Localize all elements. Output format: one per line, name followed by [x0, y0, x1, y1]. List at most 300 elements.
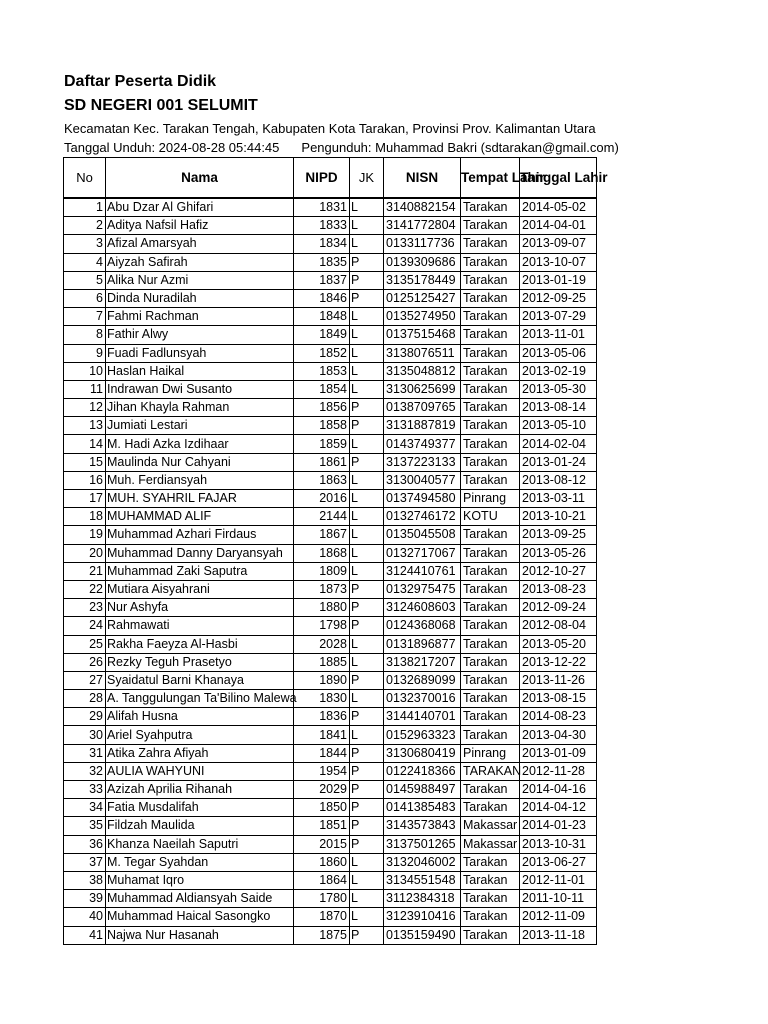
cell-nisn[interactable]: 0135045508 [384, 526, 461, 544]
cell-name[interactable]: Rakha Faeyza Al-Hasbi [106, 635, 294, 653]
cell-birthplace[interactable]: Tarakan [461, 853, 520, 871]
cell-nipd[interactable]: 1798 [294, 617, 350, 635]
cell-nisn[interactable]: 0145988497 [384, 781, 461, 799]
cell-no[interactable]: 26 [64, 653, 106, 671]
cell-no[interactable]: 19 [64, 526, 106, 544]
cell-nipd[interactable]: 1860 [294, 853, 350, 871]
cell-nipd[interactable]: 2028 [294, 635, 350, 653]
cell-nisn[interactable]: 0133117736 [384, 235, 461, 253]
cell-name[interactable]: Dinda Nuradilah [106, 289, 294, 307]
cell-birthplace[interactable]: Tarakan [461, 580, 520, 598]
cell-birthdate[interactable]: 2011-10-11 [520, 890, 597, 908]
cell-nipd[interactable]: 1848 [294, 308, 350, 326]
table-row [64, 562, 597, 580]
cell-birthdate[interactable]: 2014-04-16 [520, 781, 597, 799]
cell-nipd[interactable]: 1867 [294, 526, 350, 544]
cell-nisn[interactable]: 3130040577 [384, 471, 461, 489]
cell-jk[interactable]: P [350, 580, 384, 598]
cell-nipd[interactable]: 1858 [294, 417, 350, 435]
cell-birthplace[interactable]: Tarakan [461, 671, 520, 689]
cell-nipd[interactable]: 1851 [294, 817, 350, 835]
cell-nisn[interactable]: 3138217207 [384, 653, 461, 671]
cell-name[interactable]: Khanza Naeilah Saputri [106, 835, 294, 853]
cell-birthdate[interactable]: 2012-08-04 [520, 617, 597, 635]
cell-no[interactable]: 25 [64, 635, 106, 653]
cell-nipd[interactable]: 1830 [294, 690, 350, 708]
cell-name[interactable]: MUHAMMAD ALIF [106, 508, 294, 526]
cell-no[interactable]: 16 [64, 471, 106, 489]
cell-no[interactable]: 40 [64, 908, 106, 926]
cell-jk[interactable]: P [350, 926, 384, 944]
cell-no[interactable]: 28 [64, 690, 106, 708]
cell-birthplace[interactable]: Tarakan [461, 308, 520, 326]
cell-birthplace[interactable]: Tarakan [461, 708, 520, 726]
cell-name[interactable]: Najwa Nur Hasanah [106, 926, 294, 944]
cell-birthdate[interactable]: 2013-02-19 [520, 362, 597, 380]
cell-no[interactable]: 30 [64, 726, 106, 744]
cell-birthdate[interactable]: 2013-09-25 [520, 526, 597, 544]
cell-birthdate[interactable]: 2013-08-12 [520, 471, 597, 489]
cell-name[interactable]: AULIA WAHYUNI [106, 762, 294, 780]
cell-nipd[interactable]: 1854 [294, 380, 350, 398]
cell-birthplace[interactable]: Pinrang [461, 490, 520, 508]
cell-nisn[interactable]: 3135178449 [384, 271, 461, 289]
cell-birthdate[interactable]: 2013-01-19 [520, 271, 597, 289]
cell-birthdate[interactable]: 2014-02-04 [520, 435, 597, 453]
cell-name[interactable]: Aiyzah Safirah [106, 253, 294, 271]
header-birthplace[interactable]: Tempat Lahir [461, 158, 520, 198]
cell-jk[interactable]: L [350, 690, 384, 708]
cell-birthplace[interactable]: Tarakan [461, 526, 520, 544]
header-no[interactable]: No [64, 158, 106, 198]
cell-no[interactable]: 37 [64, 853, 106, 871]
cell-jk[interactable]: P [350, 781, 384, 799]
cell-birthplace[interactable]: Tarakan [461, 271, 520, 289]
cell-jk[interactable]: L [350, 526, 384, 544]
cell-birthdate[interactable]: 2014-05-02 [520, 199, 597, 217]
cell-nipd[interactable]: 1868 [294, 544, 350, 562]
cell-nisn[interactable]: 3130680419 [384, 744, 461, 762]
cell-nisn[interactable]: 3134551548 [384, 871, 461, 889]
cell-nisn[interactable]: 0152963323 [384, 726, 461, 744]
cell-jk[interactable]: L [350, 544, 384, 562]
cell-nisn[interactable]: 3137223133 [384, 453, 461, 471]
cell-nisn[interactable]: 0141385483 [384, 799, 461, 817]
cell-birthplace[interactable]: Tarakan [461, 344, 520, 362]
cell-birthplace[interactable]: Tarakan [461, 726, 520, 744]
cell-no[interactable]: 1 [64, 199, 106, 217]
cell-birthdate[interactable]: 2013-01-24 [520, 453, 597, 471]
cell-birthdate[interactable]: 2013-10-31 [520, 835, 597, 853]
cell-nipd[interactable]: 1853 [294, 362, 350, 380]
cell-nisn[interactable]: 0132746172 [384, 508, 461, 526]
cell-birthplace[interactable]: Tarakan [461, 599, 520, 617]
cell-name[interactable]: Afizal Amarsyah [106, 235, 294, 253]
cell-name[interactable]: Muhammad Azhari Firdaus [106, 526, 294, 544]
cell-nipd[interactable]: 1809 [294, 562, 350, 580]
cell-jk[interactable]: P [350, 817, 384, 835]
cell-nipd[interactable]: 1890 [294, 671, 350, 689]
cell-birthdate[interactable]: 2012-10-27 [520, 562, 597, 580]
header-nisn[interactable]: NISN [384, 158, 461, 198]
cell-jk[interactable]: L [350, 490, 384, 508]
cell-nisn[interactable]: 3131887819 [384, 417, 461, 435]
table-row [64, 508, 597, 526]
cell-nisn[interactable]: 0135159490 [384, 926, 461, 944]
cell-nisn[interactable]: 3140882154 [384, 199, 461, 217]
cell-name[interactable]: Abu Dzar Al Ghifari [106, 199, 294, 217]
cell-no[interactable]: 34 [64, 799, 106, 817]
cell-birthplace[interactable]: Makassar [461, 835, 520, 853]
cell-birthdate[interactable]: 2014-04-12 [520, 799, 597, 817]
cell-jk[interactable]: P [350, 744, 384, 762]
cell-nisn[interactable]: 0132717067 [384, 544, 461, 562]
cell-nisn[interactable]: 0137515468 [384, 326, 461, 344]
cell-jk[interactable]: L [350, 308, 384, 326]
cell-birthdate[interactable]: 2012-11-28 [520, 762, 597, 780]
cell-nisn[interactable]: 3124410761 [384, 562, 461, 580]
cell-jk[interactable]: L [350, 362, 384, 380]
download-date: Tanggal Unduh: 2024-08-28 05:44:45 [64, 140, 280, 155]
cell-jk[interactable]: L [350, 326, 384, 344]
cell-jk[interactable]: L [350, 890, 384, 908]
cell-birthplace[interactable]: Tarakan [461, 326, 520, 344]
cell-birthdate[interactable]: 2013-10-21 [520, 508, 597, 526]
table-row [64, 417, 597, 435]
cell-birthdate[interactable]: 2013-08-14 [520, 399, 597, 417]
cell-name[interactable]: Indrawan Dwi Susanto [106, 380, 294, 398]
cell-no[interactable]: 5 [64, 271, 106, 289]
cell-name[interactable]: Haslan Haikal [106, 362, 294, 380]
cell-jk[interactable]: P [350, 399, 384, 417]
cell-birthplace[interactable]: Tarakan [461, 253, 520, 271]
header-jk[interactable]: JK [350, 158, 384, 198]
cell-no[interactable]: 39 [64, 890, 106, 908]
cell-nisn[interactable]: 0138709765 [384, 399, 461, 417]
cell-jk[interactable]: P [350, 289, 384, 307]
cell-nipd[interactable]: 1880 [294, 599, 350, 617]
table-row [64, 326, 597, 344]
cell-jk[interactable]: L [350, 726, 384, 744]
cell-nipd[interactable]: 1852 [294, 344, 350, 362]
cell-no[interactable]: 7 [64, 308, 106, 326]
cell-name[interactable]: Maulinda Nur Cahyani [106, 453, 294, 471]
cell-birthdate[interactable]: 2013-10-07 [520, 253, 597, 271]
cell-nisn[interactable]: 0135274950 [384, 308, 461, 326]
cell-nipd[interactable]: 1850 [294, 799, 350, 817]
cell-birthplace[interactable]: Tarakan [461, 217, 520, 235]
cell-birthplace[interactable]: Tarakan [461, 635, 520, 653]
cell-birthplace[interactable]: Tarakan [461, 871, 520, 889]
cell-no[interactable]: 4 [64, 253, 106, 271]
cell-nisn[interactable]: 3143573843 [384, 817, 461, 835]
cell-name[interactable]: Fatia Musdalifah [106, 799, 294, 817]
cell-name[interactable]: Rezky Teguh Prasetyo [106, 653, 294, 671]
cell-jk[interactable]: L [350, 871, 384, 889]
cell-jk[interactable]: L [350, 217, 384, 235]
header-nipd[interactable]: NIPD [294, 158, 350, 198]
cell-nipd[interactable]: 2016 [294, 490, 350, 508]
cell-nipd[interactable]: 1859 [294, 435, 350, 453]
cell-no[interactable]: 32 [64, 762, 106, 780]
cell-nisn[interactable]: 3124608603 [384, 599, 461, 617]
cell-nisn[interactable]: 3144140701 [384, 708, 461, 726]
cell-name[interactable]: M. Tegar Syahdan [106, 853, 294, 871]
cell-birthplace[interactable]: Pinrang [461, 744, 520, 762]
cell-name[interactable]: Muhamat Iqro [106, 871, 294, 889]
cell-birthdate[interactable]: 2014-08-23 [520, 708, 597, 726]
header-name[interactable]: Nama [106, 158, 294, 198]
cell-nisn[interactable]: 0139309686 [384, 253, 461, 271]
cell-birthdate[interactable]: 2013-11-18 [520, 926, 597, 944]
cell-birthplace[interactable]: Tarakan [461, 362, 520, 380]
cell-no[interactable]: 15 [64, 453, 106, 471]
cell-jk[interactable]: P [350, 453, 384, 471]
cell-birthplace[interactable]: Tarakan [461, 890, 520, 908]
cell-birthdate[interactable]: 2013-11-01 [520, 326, 597, 344]
cell-no[interactable]: 12 [64, 399, 106, 417]
cell-jk[interactable]: P [350, 417, 384, 435]
cell-birthdate[interactable]: 2013-07-29 [520, 308, 597, 326]
cell-no[interactable]: 17 [64, 490, 106, 508]
cell-name[interactable]: Muh. Ferdiansyah [106, 471, 294, 489]
cell-nisn[interactable]: 3137501265 [384, 835, 461, 853]
cell-birthplace[interactable]: Tarakan [461, 653, 520, 671]
cell-birthdate[interactable]: 2013-06-27 [520, 853, 597, 871]
cell-birthdate[interactable]: 2012-09-25 [520, 289, 597, 307]
cell-nipd[interactable]: 1834 [294, 235, 350, 253]
cell-nipd[interactable]: 1875 [294, 926, 350, 944]
cell-name[interactable]: Muhammad Aldiansyah Saide [106, 890, 294, 908]
cell-name[interactable]: Fildzah Maulida [106, 817, 294, 835]
cell-nisn[interactable]: 3138076511 [384, 344, 461, 362]
cell-nipd[interactable]: 1833 [294, 217, 350, 235]
cell-birthdate[interactable]: 2013-08-23 [520, 580, 597, 598]
cell-no[interactable]: 27 [64, 671, 106, 689]
cell-no[interactable]: 38 [64, 871, 106, 889]
cell-birthplace[interactable]: Tarakan [461, 453, 520, 471]
cell-nipd[interactable]: 1870 [294, 908, 350, 926]
cell-jk[interactable]: L [350, 562, 384, 580]
cell-nipd[interactable]: 1954 [294, 762, 350, 780]
cell-birthplace[interactable]: Tarakan [461, 544, 520, 562]
cell-no[interactable]: 33 [64, 781, 106, 799]
cell-nisn[interactable]: 3132046002 [384, 853, 461, 871]
cell-nisn[interactable]: 0143749377 [384, 435, 461, 453]
cell-nipd[interactable]: 2144 [294, 508, 350, 526]
cell-nisn[interactable]: 3112384318 [384, 890, 461, 908]
cell-no[interactable]: 23 [64, 599, 106, 617]
cell-no[interactable]: 21 [64, 562, 106, 580]
cell-no[interactable]: 18 [64, 508, 106, 526]
cell-name[interactable]: Azizah Aprilia Rihanah [106, 781, 294, 799]
cell-nipd[interactable]: 1885 [294, 653, 350, 671]
cell-nipd[interactable]: 1849 [294, 326, 350, 344]
cell-nisn[interactable]: 0131896877 [384, 635, 461, 653]
cell-birthplace[interactable]: Tarakan [461, 380, 520, 398]
cell-nisn[interactable]: 0125125427 [384, 289, 461, 307]
cell-jk[interactable]: P [350, 762, 384, 780]
header-birthdate[interactable]: Tanggal Lahir [520, 158, 597, 198]
cell-birthplace[interactable]: Tarakan [461, 471, 520, 489]
cell-jk[interactable]: P [350, 271, 384, 289]
cell-jk[interactable]: P [350, 835, 384, 853]
cell-no[interactable]: 13 [64, 417, 106, 435]
cell-birthplace[interactable]: TARAKAN [461, 762, 520, 780]
cell-no[interactable]: 2 [64, 217, 106, 235]
cell-name[interactable]: Muhammad Danny Daryansyah [106, 544, 294, 562]
cell-birthdate[interactable]: 2013-09-07 [520, 235, 597, 253]
cell-jk[interactable]: L [350, 635, 384, 653]
cell-nisn[interactable]: 0122418366 [384, 762, 461, 780]
cell-no[interactable]: 8 [64, 326, 106, 344]
cell-birthdate[interactable]: 2013-03-11 [520, 490, 597, 508]
cell-birthplace[interactable]: Tarakan [461, 908, 520, 926]
cell-jk[interactable]: L [350, 435, 384, 453]
cell-name[interactable]: Muhammad Zaki Saputra [106, 562, 294, 580]
cell-birthplace[interactable]: Tarakan [461, 199, 520, 217]
cell-birthplace[interactable]: Tarakan [461, 781, 520, 799]
cell-no[interactable]: 41 [64, 926, 106, 944]
cell-name[interactable]: Mutiara Aisyahrani [106, 580, 294, 598]
cell-birthdate[interactable]: 2013-05-30 [520, 380, 597, 398]
cell-birthdate[interactable]: 2013-01-09 [520, 744, 597, 762]
cell-jk[interactable]: P [350, 671, 384, 689]
cell-jk[interactable]: L [350, 508, 384, 526]
cell-no[interactable]: 14 [64, 435, 106, 453]
cell-nipd[interactable]: 1873 [294, 580, 350, 598]
cell-nipd[interactable]: 1835 [294, 253, 350, 271]
cell-jk[interactable]: P [350, 708, 384, 726]
cell-name[interactable]: Jumiati Lestari [106, 417, 294, 435]
cell-birthplace[interactable]: KOTU [461, 508, 520, 526]
cell-name[interactable]: Fahmi Rachman [106, 308, 294, 326]
cell-nisn[interactable]: 0124368068 [384, 617, 461, 635]
cell-nisn[interactable]: 0132370016 [384, 690, 461, 708]
cell-nipd[interactable]: 1841 [294, 726, 350, 744]
cell-name[interactable]: MUH. SYAHRIL FAJAR [106, 490, 294, 508]
cell-no[interactable]: 6 [64, 289, 106, 307]
cell-jk[interactable]: P [350, 799, 384, 817]
cell-birthplace[interactable]: Tarakan [461, 926, 520, 944]
cell-jk[interactable]: L [350, 853, 384, 871]
cell-birthdate[interactable]: 2012-11-09 [520, 908, 597, 926]
cell-nipd[interactable]: 1856 [294, 399, 350, 417]
cell-nipd[interactable]: 2015 [294, 835, 350, 853]
cell-no[interactable]: 11 [64, 380, 106, 398]
cell-birthplace[interactable]: Tarakan [461, 690, 520, 708]
cell-name[interactable]: Jihan Khayla Rahman [106, 399, 294, 417]
cell-nisn[interactable]: 3123910416 [384, 908, 461, 926]
cell-jk[interactable]: L [350, 653, 384, 671]
cell-name[interactable]: Atika Zahra Afiyah [106, 744, 294, 762]
cell-no[interactable]: 22 [64, 580, 106, 598]
cell-no[interactable]: 31 [64, 744, 106, 762]
cell-nisn[interactable]: 0137494580 [384, 490, 461, 508]
cell-birthdate[interactable]: 2013-05-06 [520, 344, 597, 362]
cell-birthdate[interactable]: 2013-05-20 [520, 635, 597, 653]
cell-nipd[interactable]: 1863 [294, 471, 350, 489]
cell-name[interactable]: Rahmawati [106, 617, 294, 635]
cell-nisn[interactable]: 3141772804 [384, 217, 461, 235]
cell-jk[interactable]: P [350, 599, 384, 617]
cell-jk[interactable]: L [350, 199, 384, 217]
cell-nisn[interactable]: 3135048812 [384, 362, 461, 380]
cell-birthdate[interactable]: 2014-01-23 [520, 817, 597, 835]
cell-no[interactable]: 20 [64, 544, 106, 562]
cell-no[interactable]: 10 [64, 362, 106, 380]
cell-jk[interactable]: P [350, 253, 384, 271]
cell-birthplace[interactable]: Tarakan [461, 417, 520, 435]
cell-name[interactable]: Alifah Husna [106, 708, 294, 726]
cell-name[interactable]: Nur Ashyfa [106, 599, 294, 617]
cell-nipd[interactable]: 1864 [294, 871, 350, 889]
cell-no[interactable]: 24 [64, 617, 106, 635]
cell-no[interactable]: 9 [64, 344, 106, 362]
cell-birthdate[interactable]: 2013-12-22 [520, 653, 597, 671]
cell-birthplace[interactable]: Tarakan [461, 562, 520, 580]
cell-birthdate[interactable]: 2013-05-10 [520, 417, 597, 435]
cell-jk[interactable]: L [350, 344, 384, 362]
cell-no[interactable]: 35 [64, 817, 106, 835]
cell-nipd[interactable]: 1844 [294, 744, 350, 762]
cell-birthplace[interactable]: Tarakan [461, 399, 520, 417]
cell-name[interactable]: Fuadi Fadlunsyah [106, 344, 294, 362]
cell-nipd[interactable]: 1861 [294, 453, 350, 471]
cell-nipd[interactable]: 1846 [294, 289, 350, 307]
cell-birthdate[interactable]: 2013-08-15 [520, 690, 597, 708]
cell-no[interactable]: 36 [64, 835, 106, 853]
cell-name[interactable]: Muhammad Haical Sasongko [106, 908, 294, 926]
cell-jk[interactable]: P [350, 617, 384, 635]
cell-birthplace[interactable]: Tarakan [461, 617, 520, 635]
cell-birthplace[interactable]: Tarakan [461, 799, 520, 817]
cell-nipd[interactable]: 1836 [294, 708, 350, 726]
cell-jk[interactable]: L [350, 908, 384, 926]
cell-jk[interactable]: L [350, 380, 384, 398]
cell-name[interactable]: Aditya Nafsil Hafiz [106, 217, 294, 235]
cell-nisn[interactable]: 3130625699 [384, 380, 461, 398]
table-row [64, 435, 597, 453]
cell-no[interactable]: 3 [64, 235, 106, 253]
cell-birthplace[interactable]: Makassar [461, 817, 520, 835]
cell-name[interactable]: Ariel Syahputra [106, 726, 294, 744]
cell-no[interactable]: 29 [64, 708, 106, 726]
cell-birthdate[interactable]: 2012-09-24 [520, 599, 597, 617]
cell-birthdate[interactable]: 2014-04-01 [520, 217, 597, 235]
cell-nisn[interactable]: 0132689099 [384, 671, 461, 689]
cell-jk[interactable]: L [350, 235, 384, 253]
cell-birthdate[interactable]: 2013-05-26 [520, 544, 597, 562]
cell-birthdate[interactable]: 2013-11-26 [520, 671, 597, 689]
cell-birthdate[interactable]: 2013-04-30 [520, 726, 597, 744]
cell-name[interactable]: Fathir Alwy [106, 326, 294, 344]
cell-name[interactable]: M. Hadi Azka Izdihaar [106, 435, 294, 453]
cell-nisn[interactable]: 0132975475 [384, 580, 461, 598]
cell-birthplace[interactable]: Tarakan [461, 435, 520, 453]
cell-nipd[interactable]: 1831 [294, 199, 350, 217]
cell-name[interactable]: A. Tanggulungan Ta'Bilino Malewa [106, 690, 294, 708]
cell-nipd[interactable]: 1780 [294, 890, 350, 908]
cell-birthdate[interactable]: 2012-11-01 [520, 871, 597, 889]
cell-jk[interactable]: L [350, 471, 384, 489]
cell-birthplace[interactable]: Tarakan [461, 235, 520, 253]
cell-name[interactable]: Syaidatul Barni Khanaya [106, 671, 294, 689]
cell-nipd[interactable]: 1837 [294, 271, 350, 289]
cell-nipd[interactable]: 2029 [294, 781, 350, 799]
cell-birthplace[interactable]: Tarakan [461, 289, 520, 307]
cell-name[interactable]: Alika Nur Azmi [106, 271, 294, 289]
